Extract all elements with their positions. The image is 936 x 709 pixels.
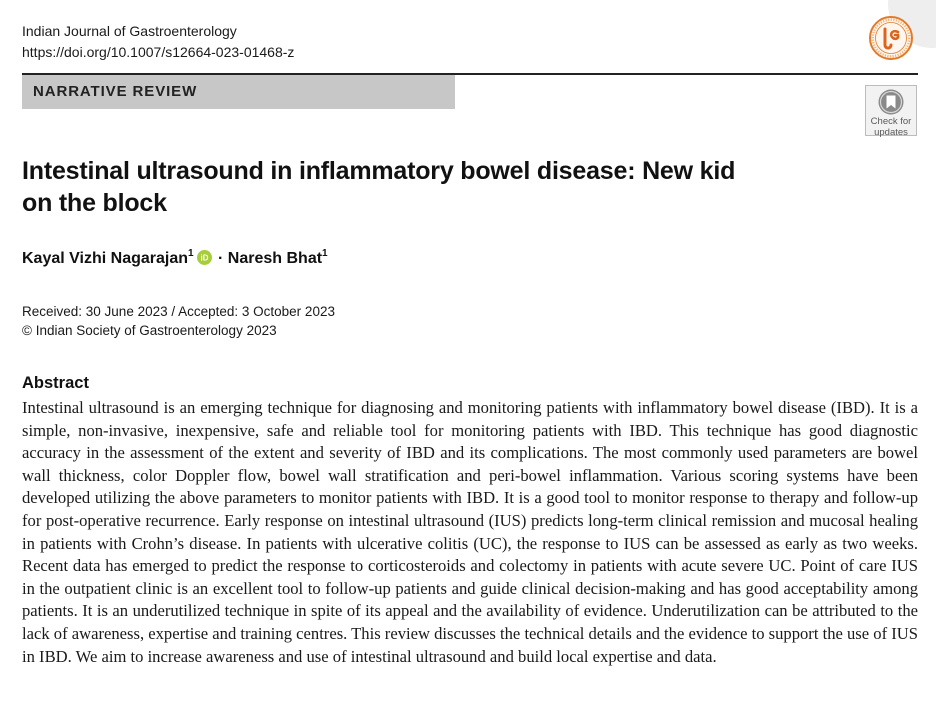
article-type-banner: NARRATIVE REVIEW <box>22 75 455 109</box>
copyright-notice: © Indian Society of Gastroenterology 2023 <box>22 323 277 338</box>
author-separator: · <box>218 250 224 267</box>
author-affiliation: 1 <box>188 248 194 259</box>
author-name[interactable]: Kayal Vizhi Nagarajan <box>22 250 188 267</box>
orcid-icon[interactable] <box>197 250 212 265</box>
article-title: Intestinal ultrasound in inflammatory bowel disease: New kid on the block <box>22 157 736 217</box>
author-list <box>22 250 328 268</box>
society-seal-icon <box>868 15 914 61</box>
check-updates-line2: updates <box>874 126 908 138</box>
journal-name: Indian Journal of Gastroenterology <box>22 23 237 39</box>
author-name[interactable]: Naresh Bhat <box>227 250 323 267</box>
check-updates-line1: Check for <box>870 116 912 127</box>
check-for-updates-button[interactable] <box>865 85 917 136</box>
bookmark-icon <box>877 88 905 116</box>
author-affiliation: 1 <box>322 248 328 259</box>
abstract-text: Intestinal ultrasound is an emerging technique for diagnosing and monitoring patients with inflammatory bowel disease (IBD). It is a simple, non-invasive, inexpensive, safe and reliable tool for monitoring patients with IBD. This technique has good diagnostic accuracy in the assessment of the extent and severity of IBD and its complications. The most commonly used parameters are bowel wall thickness, color Doppler flow, bowel wall stratification and peri-bowel inflammation. Various scoring systems have been developed utilizing the above parameters to monitor patients with IBD. It is a good tool to monitor response to therapy and follow-up for post-operative recurrence. Early response on intestinal ultrasound (IUS) predicts long-term clinical remission and mucosal healing in patients with Crohn’s disease. In patients with ulcerative colitis (UC), the response to IUS can be assessed as early as two weeks. Recent data has emerged to predict the response to corticosteroids and colectomy in patients with acute severe UC. Point of care IUS in the outpatient clinic is an excellent tool to follow-up patients and guide clinical decision-making and has good acceptability among patients. It is an underutilized technique in spite of its appeal and the availability of evidence. Underutilization can be attributed to the lack of awareness, expertise and training centres. This review discusses the technical details and the evidence to support the use of IUS in IBD. We aim to increase awareness and use of intestinal ultrasound and build local expertise and data. <box>22 398 918 666</box>
abstract-heading: Abstract <box>22 374 89 392</box>
doi-link[interactable]: https://doi.org/10.1007/s12664-023-01468-z <box>22 44 295 60</box>
svg-text:iD: iD <box>200 253 209 263</box>
received-accepted-dates: Received: 30 June 2023 / Accepted: 3 October 2023 <box>22 304 335 319</box>
